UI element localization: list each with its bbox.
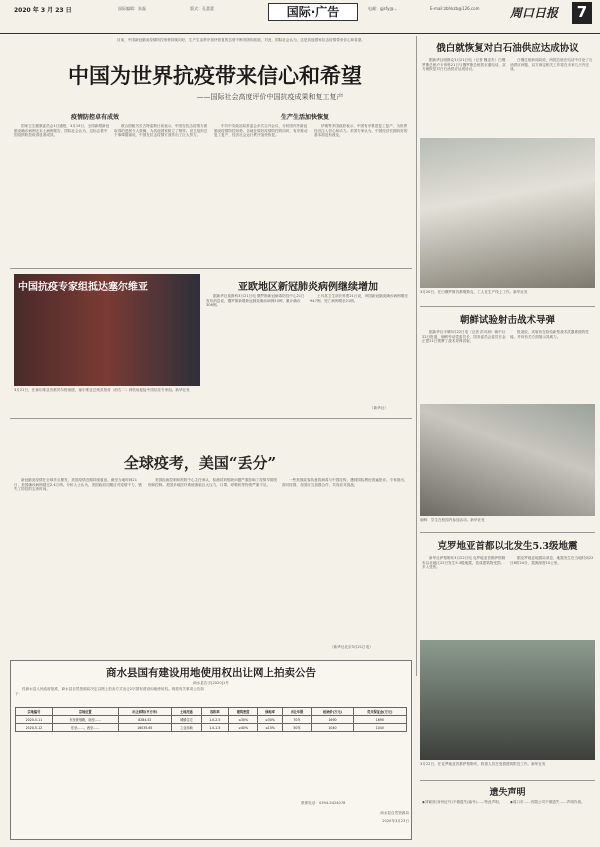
table-header-cell: 建筑密度 [228, 708, 258, 716]
croatia-body-1: 新华社萨格勒布3月22日电 克罗地亚首都萨格勒布以北地区22日发生5.3级地震，造成建筑物受损、多人受伤。 [422, 556, 506, 570]
loss-notice-title: 遗失声明 [489, 788, 526, 798]
subhead-prevention: 疫情防控卓有成效 [70, 114, 119, 121]
croatia-headline: 克罗地亚首都以北发生5.3级地震 [437, 541, 578, 552]
table-header-cell: 容积率 [201, 708, 228, 716]
usa-body-3: 一些美国政客执意将病毒与中国挂钩，遭到国际舆论普遍批评。专家指出，面对疫情，各国应当加强合作，共同应对挑战。 [282, 478, 408, 487]
table-cell: 1040 [312, 724, 353, 732]
main-col-4: 伊朗等多国政府表示，中国有序推进复工复产，为世界经济注入信心和动力。多国专家认为，中国经济长期向好的基本面没有改变。 [314, 124, 408, 138]
euro-headline: 亚欧地区新冠肺炎病例继续增加 [238, 282, 378, 293]
section-title: 国际·广告 [268, 3, 358, 21]
loss-notice-item-2: ◆周口市……有限公司不慎遗失……声明作废。 [510, 800, 585, 804]
korea-caption: 朝鲜：学生在校园内参加活动。新华社发 [420, 518, 485, 522]
page-number: 7 [572, 2, 592, 24]
table-cell: 东至……，西至…… [52, 724, 118, 732]
korea-headline: 朝鲜试验射击战术导弹 [459, 315, 555, 326]
row-divider-2 [10, 418, 412, 419]
row-divider-right-1 [420, 306, 595, 307]
table-cell: ≤15% [258, 724, 282, 732]
belarus-headline: 俄白就恢复对白石油供应达成协议 [436, 43, 579, 54]
main-col-1: 国家卫生健康委员会1日通报，3月19日，全国新增新冠肺炎确诊病例无本土病例报告，国际社会认为，这标志着中国疫情防控取得显著成效。 [14, 124, 110, 138]
table-cell: 1040 [353, 724, 406, 732]
land-ad-date: 2020年3月23日 [382, 819, 409, 823]
euro-body-2: 土耳其卫生部长科贾21日说，该国新冠肺炎确诊病例增至947例，死亡病例增至21例。 [310, 294, 408, 303]
editor-info: 国际编辑：朱磊 [118, 6, 146, 11]
table-cell: 城镇住宅 [172, 716, 202, 724]
table-header-cell: 土地用途 [172, 708, 202, 716]
serbia-banner-title: 中国抗疫专家组抵达塞尔维亚 [18, 282, 148, 293]
land-ad-signer: 商水县自然资源局 [380, 811, 409, 815]
table-header-cell: 宗地编号 [16, 708, 53, 716]
contact-info: 电邮：gjsfy@... [368, 6, 398, 11]
main-intro: 目前，中国新冠肺炎疫情防控形势持续向好，生产生活秩序加快恢复的态势不断巩固和拓展，对此，国际社会认为，这是其他国家抗击疫情带来信心和希望。 [117, 38, 365, 42]
table-cell: ≤30% [228, 716, 258, 724]
land-ad-doc-no: 商水县告字[2020]1号 [193, 681, 229, 685]
table-cell: 工业用地 [172, 724, 202, 732]
table-row [16, 724, 407, 732]
usa-headline: 全球疫考，美国“丢分” [123, 454, 277, 472]
table-header-row [16, 708, 407, 716]
main-col-2: 联合国秘书长古特雷斯日前表示，中国在抗击疫情方面取得的进展令人鼓舞，为其他国家树立了榜样。世卫组织总干事谭德塞说，中国在抗击疫情方面作出了巨大努力。 [114, 124, 208, 138]
table-header-cell: 出让面积(平方米) [118, 708, 171, 716]
main-headline: 中国为世界抗疫带来信心和希望 [68, 63, 362, 88]
table-header-cell: 竞买保证金(万元) [353, 708, 406, 716]
table-cell: 东至规划路，南至…… [52, 716, 118, 724]
table-cell: ≥40% [228, 724, 258, 732]
belarus-caption: 3月20日，在白俄罗斯首都明斯克，工人在生产线上工作。新华社发 [420, 290, 528, 294]
usa-source: （新华社北京3月21日电） [330, 645, 373, 649]
email-info: E-mail:zbhkzb@126.com [430, 6, 480, 11]
main-col-3: 中共中央政治局常委会多次召开会议，分析国内外新冠肺炎疫情防控形势。各地在做好疫情防控的同时，有序推动复工复产，经济社会运行秩序加快恢复。 [214, 124, 308, 138]
table-cell: 1690 [312, 716, 353, 724]
table-header-cell: 出让年限 [282, 708, 312, 716]
subhead-production: 生产生活加快恢复 [280, 114, 329, 121]
loss-notice-item-1: ◆刘颖营(身份证号)不慎遗失(编号)……特此声明。 [422, 800, 503, 804]
page-header [0, 0, 600, 34]
table-header-cell: 宗地位置 [52, 708, 118, 716]
table-header-cell: 绿地率 [258, 708, 282, 716]
land-ad-table [15, 707, 407, 732]
table-cell: 70年 [282, 716, 312, 724]
table-cell: 2020-5-11 [16, 716, 53, 724]
newspaper-logo: 周口日报 [510, 6, 559, 20]
row-divider-right-3 [420, 780, 595, 781]
korea-body-1: 据新华社平壤3月22日电（记者 洪可润）朝中社22日报道，朝鲜劳动党委员长、国务委员会委员长金正恩21日观摩了战术导弹试射。 [422, 330, 506, 344]
euro-source: （新华社） [370, 406, 388, 410]
row-divider-right-2 [420, 532, 595, 533]
croatia-caption: 3月22日，在克罗地亚首都萨格勒布，救援人员在受损建筑附近工作。新华社发 [420, 762, 546, 766]
layout-info: 版式：孔蕾蕾 [190, 6, 214, 11]
belarus-photo [420, 138, 595, 288]
korea-body-2: 报道说，试射旨在检验新型战术武器系统的性能，并向有关方面展示其威力。 [510, 330, 589, 339]
main-subheadline: ——国际社会高度评价中国抗疫成果和复工复产 [196, 93, 344, 101]
table-cell: 50年 [282, 724, 312, 732]
land-ad-body: 经商水县人民政府批准，商水县自然资源局决定以网上拍卖方式出让2宗国有建设用地使用权。现将有关事项公告如下： [15, 687, 204, 696]
usa-body-1: 新冠肺炎疫情在全球多点暴发，美国疫情近期持续蔓延。截至当地时间21日，美国确诊病例超过2.4万例。分析人士认为，美国政府初期应对疫情不力，错失了防控的宝贵时间。 [14, 478, 142, 492]
table-cell: 1690 [353, 716, 406, 724]
land-ad-box [10, 660, 412, 840]
table-header-cell: 起始价(万元) [312, 708, 353, 716]
serbia-caption: 3月21日，在塞尔维亚首都贝尔格莱德，塞尔维亚总统武契奇（前右二）到机场迎接中国抗疫专家组。新华社发 [14, 388, 190, 392]
table-cell: 2020-5-12 [16, 724, 53, 732]
issue-date: 2020 年 3 月 23 日 [14, 7, 72, 14]
euro-body-1: 据新华社莫斯科3月21日电 俄罗斯新冠病毒防控中心21日发布消息说，俄罗斯新增新冠肺炎确诊病例53例，累计确诊306例。 [206, 294, 305, 308]
table-cell: 1.0-1.5 [201, 724, 228, 732]
korea-photo [420, 404, 595, 516]
serbia-photo [14, 274, 200, 386]
land-ad-contact: 联系电话：0394-5424078 [301, 801, 346, 805]
row-divider-1 [10, 268, 412, 269]
belarus-body-1: 据新华社明斯克3月21日电（记者 魏忠杰）白俄罗斯总统卢卡申科21日与俄罗斯总统普京通电话，双方就恢复对白石油供应达成协议。 [422, 58, 506, 72]
table-cell: 8284.52 [118, 716, 171, 724]
usa-body-2: 美国疾病控制和预防中心主任承认，检测试剂短缺问题严重影响了疫情早期发现和控制。美国多地医疗系统面临巨大压力，口罩、呼吸机等物资严重不足。 [148, 478, 278, 487]
land-ad-title: 商水县国有建设用地使用权出让网上拍卖公告 [106, 667, 316, 679]
croatia-body-2: 据克罗地亚地震局消息，地震发生在当地时间22日6时24分，震源深度10公里。 [510, 556, 594, 565]
croatia-photo [420, 640, 595, 760]
table-row [16, 716, 407, 724]
table-cell: 1.0-2.5 [201, 716, 228, 724]
belarus-body-2: 白俄总统新闻局说，两国总统在电话中讨论了石油供应问题，双方商定相关工作将在未来几天内完成。 [510, 58, 593, 72]
table-cell: ≥30% [258, 716, 282, 724]
column-divider [416, 36, 417, 676]
table-cell: 16035.65 [118, 724, 171, 732]
